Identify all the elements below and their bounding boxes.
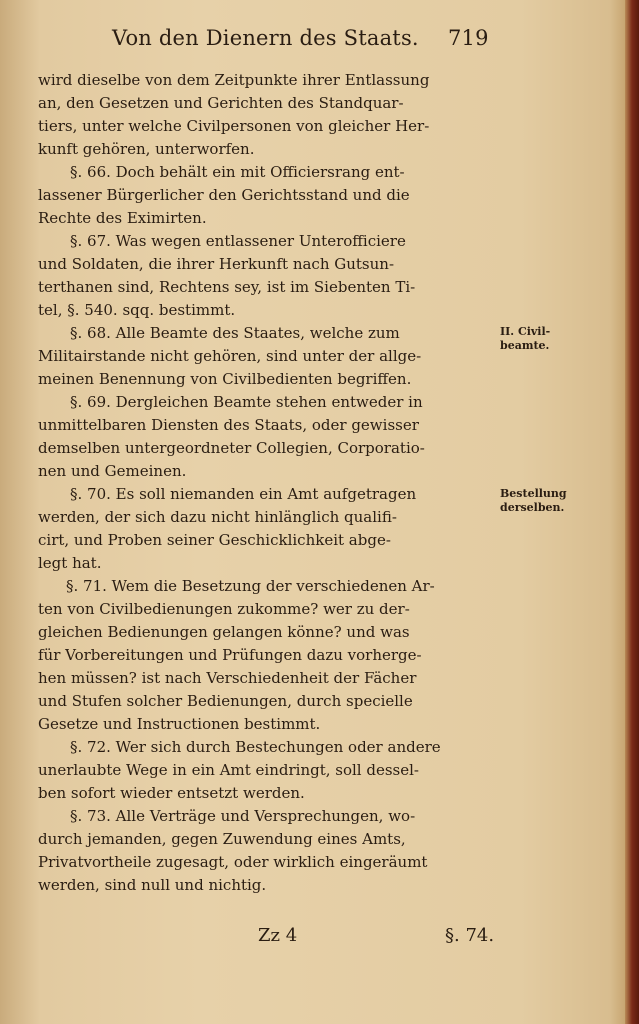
text-line: an, den Gesetzen und Gerichten des Standquar- <box>38 94 404 112</box>
text-line: und Soldaten, die ihrer Herkunft nach Gutsun- <box>38 255 395 273</box>
margin-note-line: derselben. <box>500 501 565 514</box>
text-line: §. 73. Alle Verträge und Versprechungen, wo- <box>70 807 416 825</box>
text-line: legt hat. <box>38 554 102 572</box>
margin-note-line: beamte. <box>500 339 550 352</box>
text-line: §. 71. Wem die Besetzung der verschiedenen Ar- <box>66 577 435 595</box>
text-line: Rechte des Eximirten. <box>38 209 207 227</box>
margin-note-line: II. Civil- <box>500 325 551 338</box>
text-line: tiers, unter welche Civilpersonen von gleicher Her- <box>38 117 430 135</box>
catchword: §. 74. <box>445 925 495 946</box>
text-line: Privatvortheile zugesagt, oder wirklich eingeräumt <box>38 853 428 871</box>
text-line: kunft gehören, unterworfen. <box>38 140 255 158</box>
page-title: Von den Dienern des Staats. <box>112 26 419 50</box>
text-line: Gesetze und Instructionen bestimmt. <box>38 715 321 733</box>
text-line: §. 72. Wer sich durch Bestechungen oder andere <box>70 738 441 756</box>
text-line: meinen Benennung von Civilbedienten begriffen. <box>38 370 412 388</box>
page-number: 719 <box>448 26 489 50</box>
text-line: und Stufen solcher Bedienungen, durch specielle <box>38 692 413 710</box>
text-line: hen müssen? ist nach Verschiedenheit der Fächer <box>38 669 417 687</box>
text-line: werden, der sich dazu nicht hinlänglich qualifi- <box>38 508 397 526</box>
margin-note-line: Bestellung <box>500 487 567 500</box>
text-line: §. 70. Es soll niemanden ein Amt aufgetragen <box>70 485 417 503</box>
text-line: unmittelbaren Diensten des Staats, oder gewisser <box>38 416 419 434</box>
text-line: §. 69. Dergleichen Beamte stehen entweder in <box>70 393 423 411</box>
text-line: unerlaubte Wege in ein Amt eindringt, soll dessel- <box>38 761 419 779</box>
text-line: wird dieselbe von dem Zeitpunkte ihrer Entlassung <box>38 71 430 89</box>
text-line: gleichen Bedienungen gelangen könne? und was <box>38 623 410 641</box>
text-line: ten von Civilbedienungen zukomme? wer zu der- <box>38 600 410 618</box>
text-line: §. 66. Doch behält ein mit Officiersrang ent- <box>70 163 405 181</box>
margin-note-civilbeamte <box>500 325 550 353</box>
page-edge <box>625 0 639 1024</box>
text-line: für Vorbereitungen und Prüfungen dazu vorherge- <box>38 646 422 664</box>
text-line: terthanen sind, Rechtens sey, ist im Siebenten Ti- <box>38 278 416 296</box>
text-line: lassener Bürgerlicher den Gerichtsstand und die <box>38 186 410 204</box>
text-line: demselben untergeordneter Collegien, Corporatio- <box>38 439 425 457</box>
signature-mark: Zz 4 <box>258 925 298 946</box>
text-line: tel, §. 540. sqq. bestimmt. <box>38 301 236 319</box>
text-line: §. 67. Was wegen entlassener Unterofficiere <box>70 232 406 250</box>
text-line: ben sofort wieder entsetzt werden. <box>38 784 305 802</box>
margin-note-bestellung <box>500 487 567 515</box>
text-line: werden, sind null und nichtig. <box>38 876 267 894</box>
text-line: durch jemanden, gegen Zuwendung eines Amts, <box>38 830 406 848</box>
text-line: nen und Gemeinen. <box>38 462 187 480</box>
text-line: §. 68. Alle Beamte des Staates, welche zum <box>70 324 400 342</box>
text-line: Militairstande nicht gehören, sind unter der allge- <box>38 347 422 365</box>
text-line: cirt, und Proben seiner Geschicklichkeit abge- <box>38 531 391 549</box>
